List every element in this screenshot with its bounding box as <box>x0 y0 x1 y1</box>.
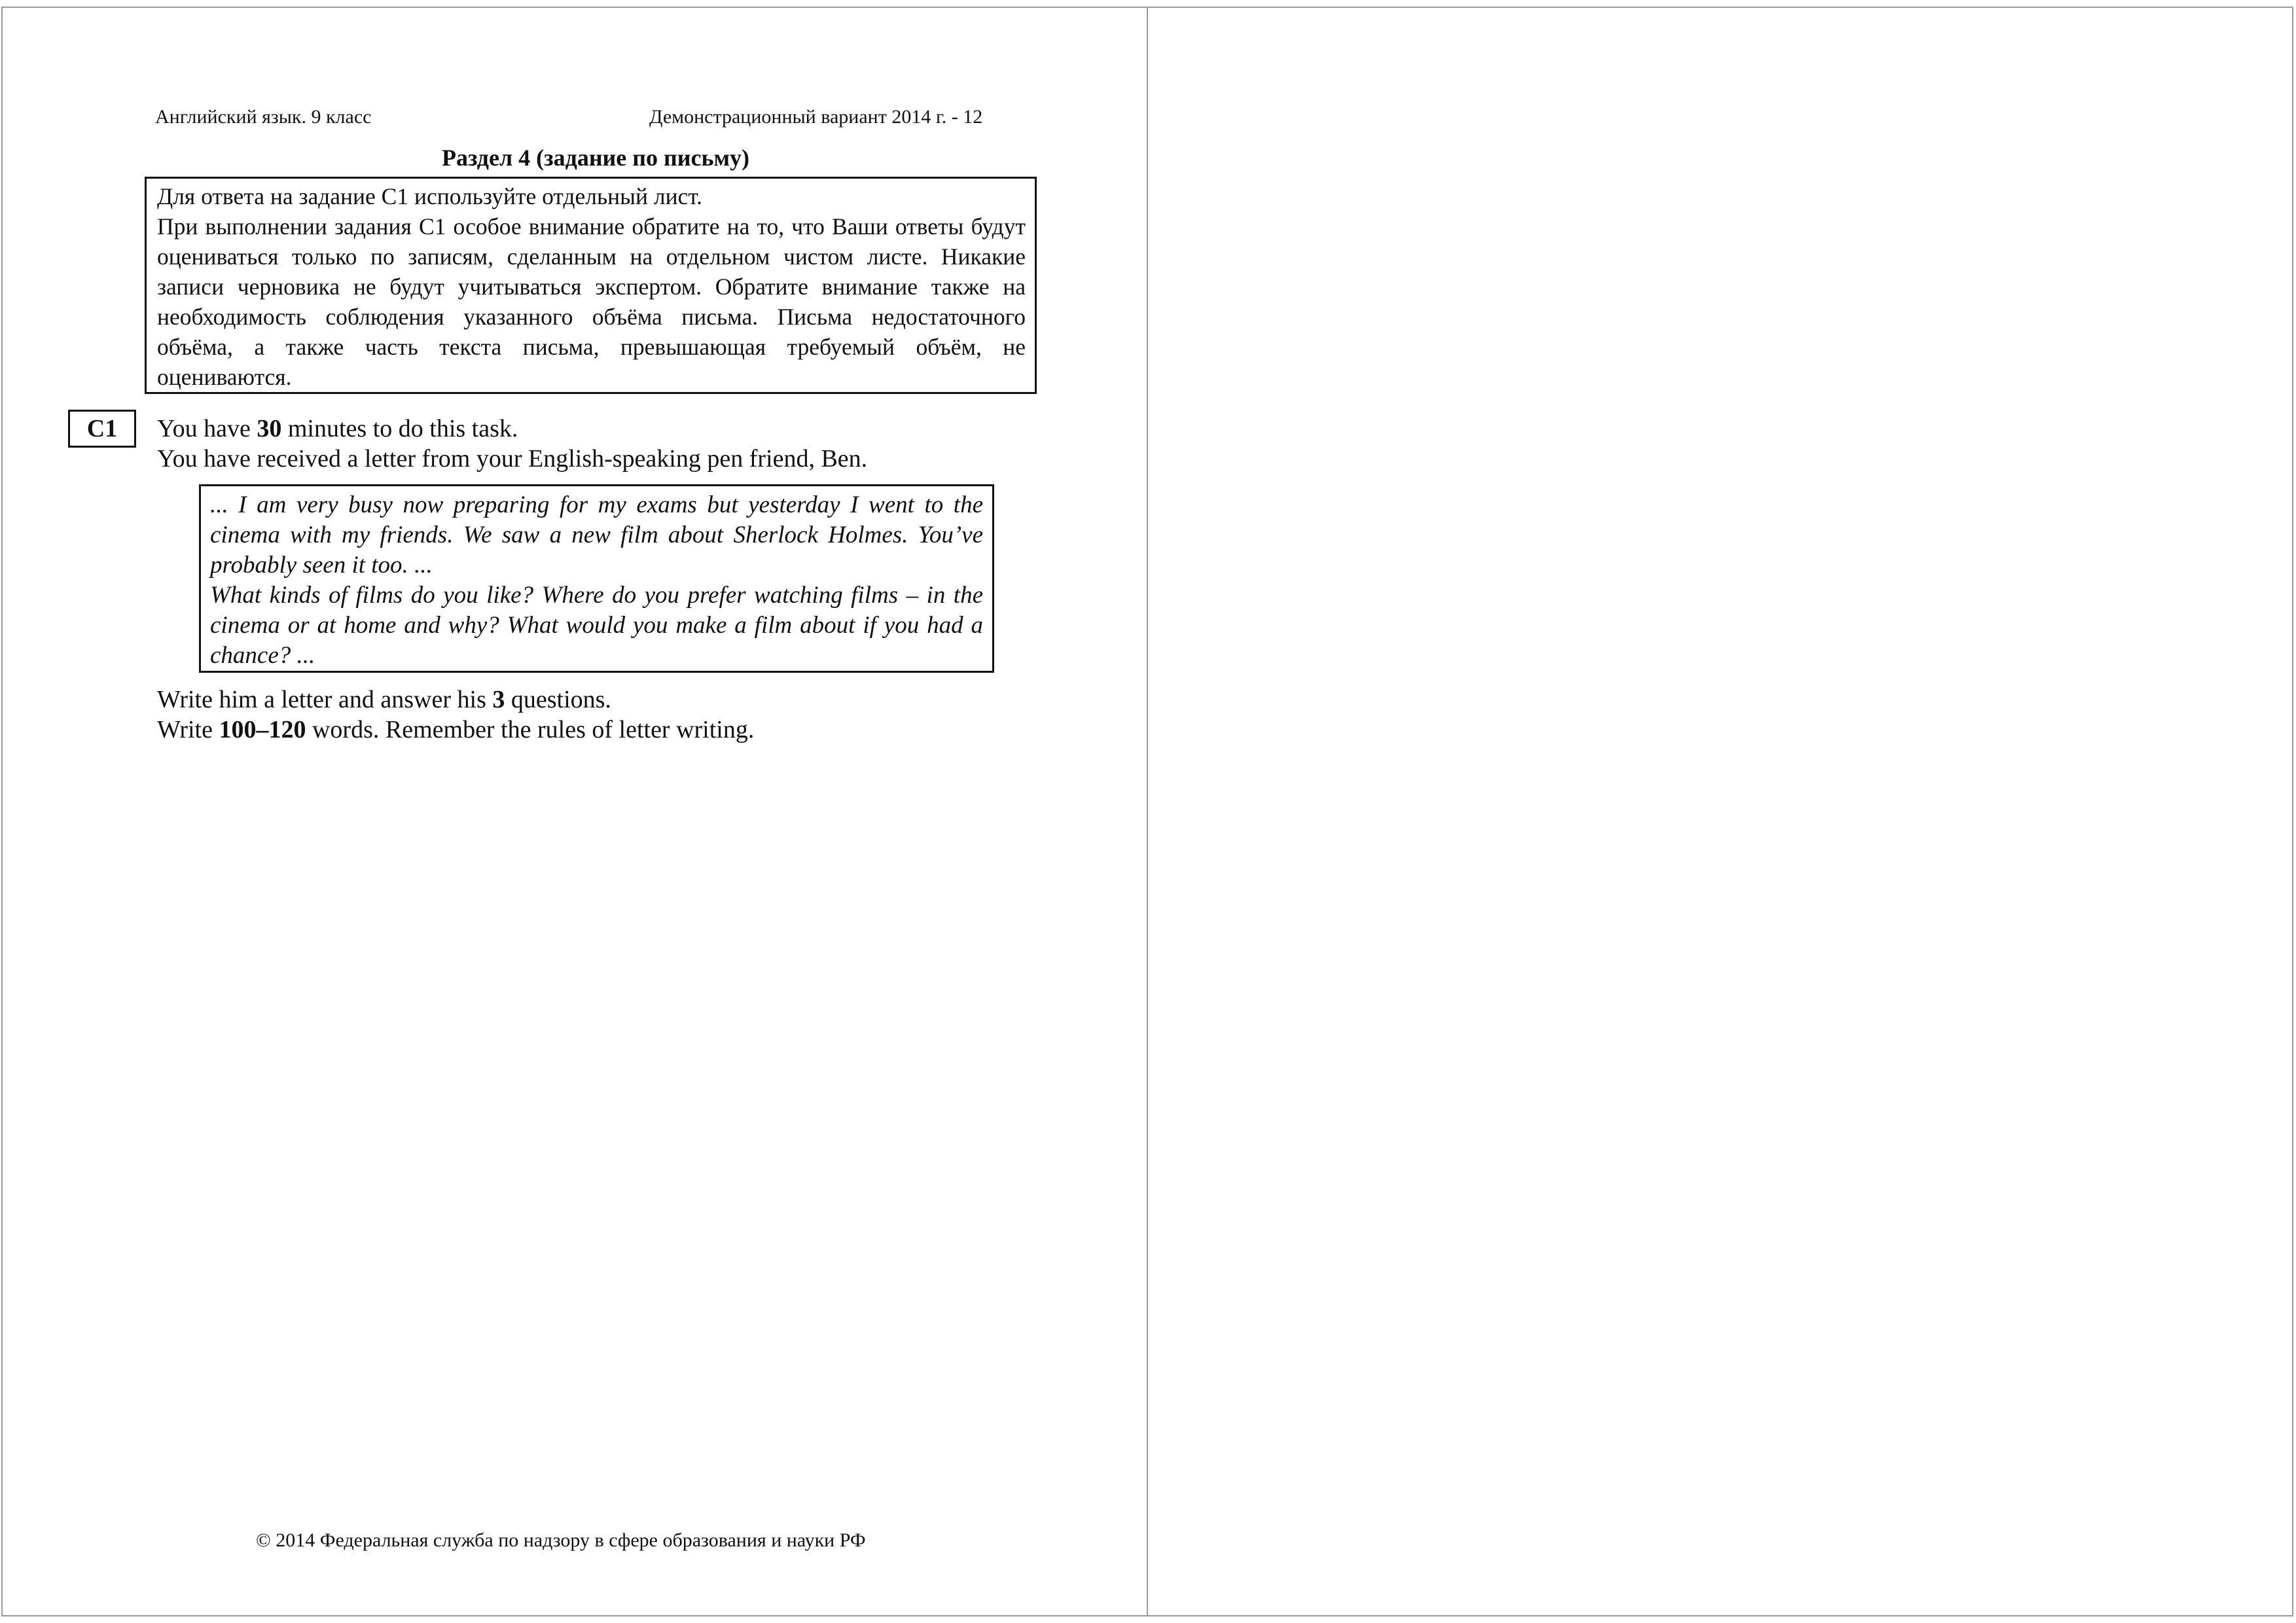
instructions-line: Для ответа на задание С1 используйте отдельный лист. <box>157 183 703 209</box>
section-title: Раздел 4 (задание по письму) <box>441 145 750 171</box>
task-time-minutes: 30 <box>257 415 282 442</box>
page-divider <box>1147 7 1148 1616</box>
letter-paragraph-1: ... I am very busy now preparing for my exams but yesterday I went to the cinema with my friends. We saw a new film about Sherlock Holmes. You’ve probably seen it too. ... <box>210 491 983 579</box>
letter-paragraph-2: What kinds of films do you like? Where do you prefer watching films – in the cinema or at home and why? What would you make a film about if you had a chance? ... <box>210 582 983 669</box>
letter-excerpt-box <box>199 484 994 673</box>
task-time-line <box>157 414 518 444</box>
write2-words: 100–120 <box>219 716 306 743</box>
left-page <box>1 7 1147 1616</box>
write-instruction-2 <box>157 715 754 745</box>
header-variant: Демонстрационный вариант 2014 г. - 12 <box>649 106 983 128</box>
task-label: C1 <box>68 410 136 448</box>
footer-copyright: © 2014 Федеральная служба по надзору в сфере образования и науки РФ <box>256 1529 866 1551</box>
write2-pre: Write <box>157 716 219 743</box>
write1-pre: Write him a letter and answer his <box>157 686 493 713</box>
write-instruction-1 <box>157 685 611 715</box>
task-time-pre: You have <box>157 415 257 442</box>
task-intro-line: You have received a letter from your English-speaking pen friend, Ben. <box>157 445 868 473</box>
write1-post: questions. <box>505 686 611 713</box>
write1-questions: 3 <box>492 686 505 713</box>
instructions-box <box>145 177 1037 394</box>
task-time-post: minutes to do this task. <box>281 415 518 442</box>
instructions-paragraph: При выполнении задания С1 особое внимание обратите на то, что Ваши ответы будут оцениваться только по записям, сделанным на отдельном чистом листе. Никакие записи черновика не будут учитываться экспертом. Обратите внимание также на необходимость соблюдения указанного объёма письма. Письма недостаточного объёма, а также часть текста письма, превышающая требуемый объём, не оцениваются. <box>157 213 1026 390</box>
header-subject: Английский язык. 9 класс <box>155 106 372 128</box>
write2-post: words. Remember the rules of letter writing. <box>306 716 755 743</box>
right-page-blank <box>1147 7 2293 1616</box>
